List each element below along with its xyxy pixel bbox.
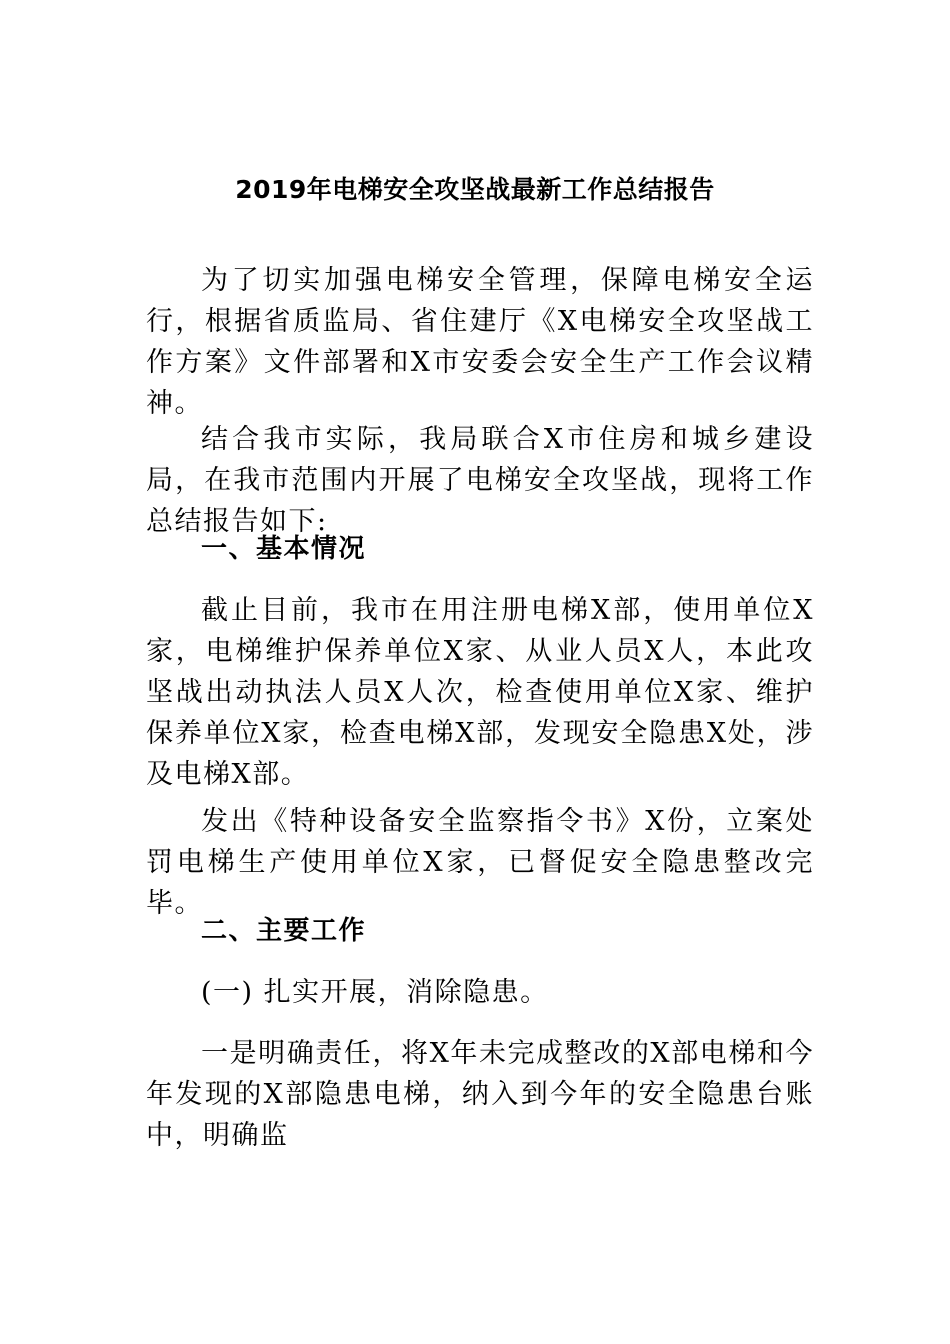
subsection-heading-1: (一) 扎实开展，消除隐患。 <box>201 977 549 1008</box>
intro-paragraph-1: 为了切实加强电梯安全管理，保障电梯安全运行，根据省质监局、省住建厅《X电梯安全攻坚战工作方案》文件部署和X市安委会安全生产工作会议精神。 <box>146 265 814 419</box>
intro-paragraph-2: 结合我市实际，我局联合X市住房和城乡建设局，在我市范围内开展了电梯安全攻坚战，现将工作总结报告如下: <box>146 424 814 537</box>
section-heading-main-work: 二、主要工作 <box>201 916 367 946</box>
section1-paragraph-2: 发出《特种设备安全监察指令书》X份，立案处罚电梯生产使用单位X家，已督促安全隐患整改完毕。 <box>146 806 814 919</box>
section-heading-basic-situation: 一、基本情况 <box>201 534 367 564</box>
section2-paragraph-1: 一是明确责任，将X年未完成整改的X部电梯和今年发现的X部隐患电梯，纳入到今年的安全隐患台账中，明确监 <box>146 1038 814 1151</box>
document-title: 2019年电梯安全攻坚战最新工作总结报告 <box>235 175 715 204</box>
section1-paragraph-1: 截止目前，我市在用注册电梯X部，使用单位X家，电梯维护保养单位X家、从业人员X人，本此攻坚战出动执法人员X人次，检查使用单位X家、维护保养单位X家，检查电梯X部，发现安全隐患X处，涉及电梯X部。 <box>146 595 814 790</box>
